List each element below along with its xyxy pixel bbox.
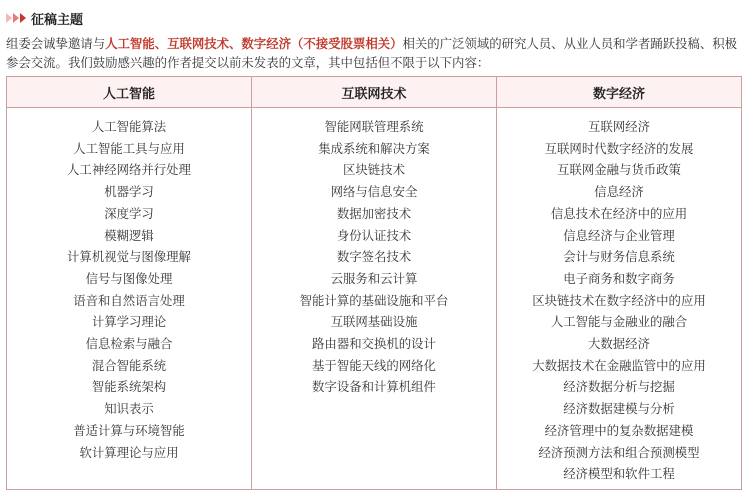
topic-item: 计算机视觉与图像理解	[67, 249, 191, 265]
topic-item: 会计与财务信息系统	[563, 249, 675, 265]
topic-item: 大数据技术在金融监管中的应用	[532, 357, 706, 373]
topic-item: 人工智能工具与应用	[73, 140, 185, 156]
table-body-row	[7, 108, 742, 490]
topic-item: 基于智能天线的网络化	[312, 357, 436, 373]
intro-highlight: 人工智能、互联网技术、数字经济（不接受股票相关）	[105, 36, 403, 51]
column-digital-economy	[497, 108, 742, 490]
intro-text-before: 组委会诚挚邀请与	[6, 36, 106, 51]
topic-item: 智能网联管理系统	[324, 119, 424, 134]
topic-item: 数字签名技术	[336, 249, 412, 265]
intro-paragraph	[6, 34, 748, 72]
topic-list-digital-economy	[499, 116, 739, 485]
topic-item: 经济预测方法和组合预测模型	[538, 444, 700, 460]
topic-item: 智能系统架构	[91, 379, 167, 395]
table-header-row	[7, 77, 742, 108]
topic-item: 经济管理中的复杂数据建模	[544, 422, 694, 438]
topic-item: 普适计算与环境智能	[73, 422, 185, 438]
topic-item: 电子商务和数字商务	[563, 270, 675, 286]
topic-item: 信号与图像处理	[85, 270, 173, 286]
topic-item: 语音和自然语言处理	[73, 292, 185, 308]
topic-item: 互联网基础设施	[330, 314, 418, 330]
intro-text-after: 相关的广泛领域的研究人员、从业人员和学者踊跃投稿、积极参会交流。我们鼓励感兴趣的作者提交以前未发表的文章，其中包括但不限于以下内容：	[6, 36, 738, 70]
topic-item: 身份认证技术	[336, 227, 412, 243]
topic-item: 数据加密技术	[336, 205, 412, 221]
topic-item: 经济模型和软件工程	[563, 466, 675, 482]
triple-chevron-icon	[6, 13, 27, 23]
topic-item: 经济数据建模与分析	[563, 401, 675, 417]
topic-item: 区块链技术在数字经济中的应用	[532, 292, 706, 308]
topic-item: 信息技术在经济中的应用	[550, 205, 688, 221]
topic-item: 智能计算的基础设施和平台	[299, 292, 449, 308]
topic-item: 混合智能系统	[91, 357, 167, 373]
topic-item: 路由器和交换机的设计	[312, 336, 436, 352]
topic-item: 计算学习理论	[91, 314, 167, 330]
topic-item: 信息经济	[594, 184, 644, 200]
topic-item: 机器学习	[104, 184, 154, 200]
topic-item: 大数据经济	[588, 336, 650, 352]
topic-list-internet	[254, 116, 494, 398]
topic-item: 信息检索与融合	[85, 336, 173, 352]
topic-item: 人工智能与金融业的融合	[550, 314, 688, 330]
header-internet: 互联网技术	[252, 77, 497, 108]
section-title: 征稿主题	[31, 12, 84, 28]
topic-item: 人工神经网络并行处理	[67, 162, 191, 178]
header-ai: 人工智能	[7, 77, 252, 108]
topic-item: 模糊逻辑	[104, 227, 154, 243]
topic-item: 深度学习	[104, 205, 154, 221]
topic-item: 软计算理论与应用	[79, 444, 179, 460]
column-internet	[252, 108, 497, 490]
topic-item: 集成系统和解决方案	[318, 140, 430, 156]
topic-item: 信息经济与企业管理	[563, 227, 675, 243]
topics-table	[6, 76, 742, 490]
section-header	[6, 9, 83, 27]
topic-item: 网络与信息安全	[330, 184, 418, 200]
topic-item: 知识表示	[104, 401, 154, 417]
topic-item: 人工智能算法	[91, 119, 167, 134]
topic-item: 区块链技术	[343, 162, 405, 178]
topic-item: 互联网经济	[588, 119, 650, 134]
topic-list-ai	[9, 116, 249, 463]
topic-item: 云服务和云计算	[330, 270, 418, 286]
topic-item: 数字设备和计算机组件	[312, 379, 436, 395]
column-ai	[7, 108, 252, 490]
header-digital-economy: 数字经济	[497, 77, 742, 108]
topic-item: 互联网金融与货币政策	[557, 162, 681, 178]
topic-item: 互联网时代数字经济的发展	[544, 140, 694, 156]
topic-item: 经济数据分析与挖掘	[563, 379, 675, 395]
